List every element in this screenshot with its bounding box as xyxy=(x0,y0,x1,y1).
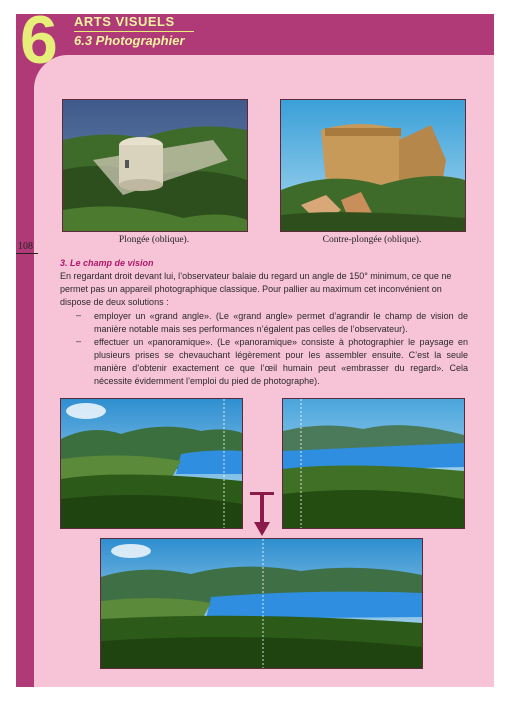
tower-low-angle-image xyxy=(281,100,465,231)
panorama-left-image xyxy=(61,399,242,528)
down-arrow-icon xyxy=(248,490,276,538)
caption-contre-plongee: Contre-plongée (oblique). xyxy=(322,235,422,245)
bullet-dash: – xyxy=(76,310,82,320)
bullet-panoramique: effectuer un «panoramique». (Le «panoramique» consiste à photographier le paysage en plusieurs prises se chevauchant légèrement pour les assembler ensuite. C’est la seule manière d’obtenir exactement ce que l’œil humain peut «embrasser du regard». Cela nécessite évidemment l’emploi du pied de photographe). xyxy=(94,337,468,386)
intro-paragraph: En regardant droit devant lui, l’observateur balaie du regard un angle de 150° minimum, ce que ne permet pas un appareil photographique classique. Pour pallier au maximum cet inconvénient on dispose de deux solutions : xyxy=(60,271,452,307)
header-divider xyxy=(74,31,194,32)
photo-panorama-left xyxy=(60,398,243,529)
photo-contre-plongee xyxy=(280,99,466,232)
subsection-title-header: 6.3 Photographier xyxy=(74,33,185,48)
tower-aerial-image xyxy=(63,100,247,231)
panorama-right-image xyxy=(283,399,464,528)
bullet-grand-angle: employer un «grand angle». (Le «grand angle» permet d’agrandir le champ de vision de manière notable mais ses performances n’égalent pas celles de l’observateur). xyxy=(94,311,468,334)
section-heading: 3. Le champ de vision xyxy=(60,258,154,268)
section-title-header: ARTS VISUELS xyxy=(74,14,175,29)
photo-plongee xyxy=(62,99,248,232)
photo-panorama-combined xyxy=(100,538,423,669)
panorama-combined-image xyxy=(101,539,422,668)
bullet-dash: – xyxy=(76,336,82,346)
chapter-number: 6 xyxy=(20,2,56,78)
page-number-rule xyxy=(16,253,38,254)
page-number: 108 xyxy=(18,241,33,252)
caption-plongee: Plongée (oblique). xyxy=(118,235,190,245)
photo-panorama-right xyxy=(282,398,465,529)
